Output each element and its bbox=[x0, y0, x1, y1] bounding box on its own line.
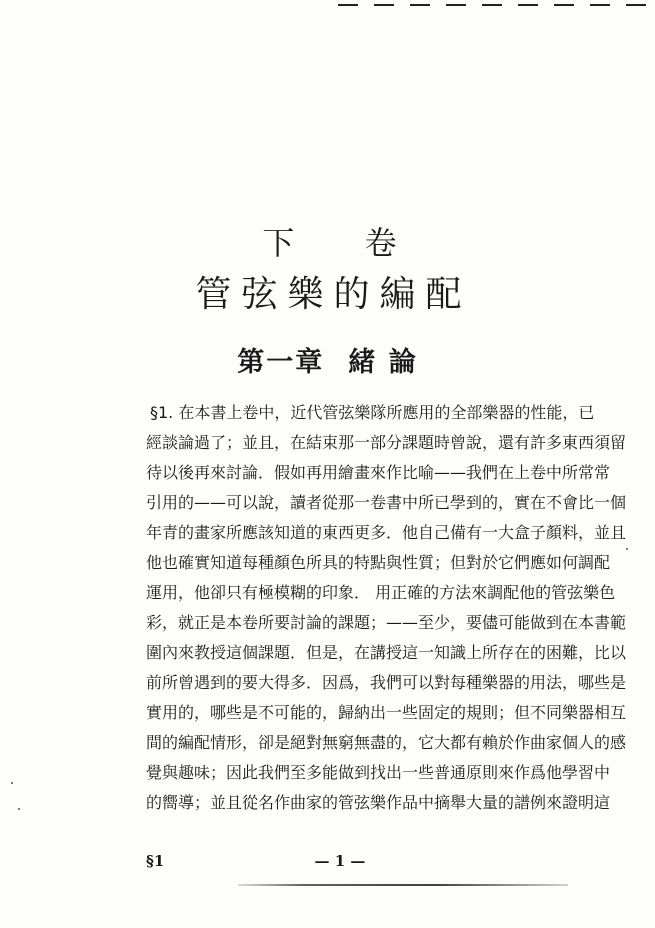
book-title: 管弦樂的編配 bbox=[195, 274, 472, 315]
scan-speck bbox=[11, 782, 13, 784]
page-number: — 1 — bbox=[314, 852, 366, 870]
text-line: 經談論過了；並且，在結束那一部分課題時曾說，還有許多東西須留 bbox=[146, 433, 627, 452]
text-line: 待以後再來討論．假如再用繪畫來作比喻——我們在上卷中所常常 bbox=[146, 463, 611, 482]
text-line: 運用，他卻只有極模糊的印象． 用正確的方法來調配他的管弦樂色 bbox=[146, 583, 616, 602]
text-line: 他也確實知道每種顏色所具的特點與性質；但對於它們應如何調配 bbox=[146, 553, 611, 572]
text-line: 年青的畫家所應該知道的東西更多．他自己備有一大盒子顏料，並且 bbox=[146, 523, 627, 542]
text-line: 實用的，哪些是不可能的，歸納出一些固定的規則；但不同樂器相互 bbox=[146, 703, 627, 722]
volume-title: 下 卷 bbox=[262, 224, 427, 262]
text-line: §1. 在本書上卷中，近代管弦樂隊所應用的全部樂器的性能，已 bbox=[150, 403, 595, 422]
chapter-number: 第一章 bbox=[237, 347, 325, 378]
scan-speck bbox=[626, 548, 628, 550]
scan-speck bbox=[18, 808, 20, 810]
text-line: 覺與趣味；因此我們至多能做到找出一些普通原則來作爲他學習中 bbox=[146, 763, 611, 782]
bottom-rule bbox=[238, 884, 568, 886]
text-line: 引用的——可以說，讀者從那一卷書中所已學到的，實在不會比一個 bbox=[146, 493, 627, 512]
text-line: 圍內來教授這個課題．但是，在講授這一知識上所存在的困難，比以 bbox=[146, 643, 627, 662]
chapter-title: 緒 論 bbox=[348, 347, 418, 378]
chapter-heading bbox=[0, 340, 655, 379]
text-line: 間的編配情形，卻是絕對無窮無盡的，它大都有賴於作曲家個人的感 bbox=[146, 733, 627, 752]
text-line: 前所曾遇到的要大得多．因爲，我們可以對每種樂器的用法，哪些是 bbox=[146, 673, 627, 692]
top-dashed-rule bbox=[338, 4, 655, 6]
text-line: 的嚮導；並且從名作曲家的管弦樂作品中摘舉大量的譜例來證明這 bbox=[146, 793, 611, 812]
body-paragraph bbox=[146, 398, 627, 818]
text-line: 彩，就正是本卷所要討論的課題；——至少，要儘可能做到在本書範 bbox=[146, 613, 627, 632]
footer-section-marker: §1 bbox=[146, 852, 165, 870]
